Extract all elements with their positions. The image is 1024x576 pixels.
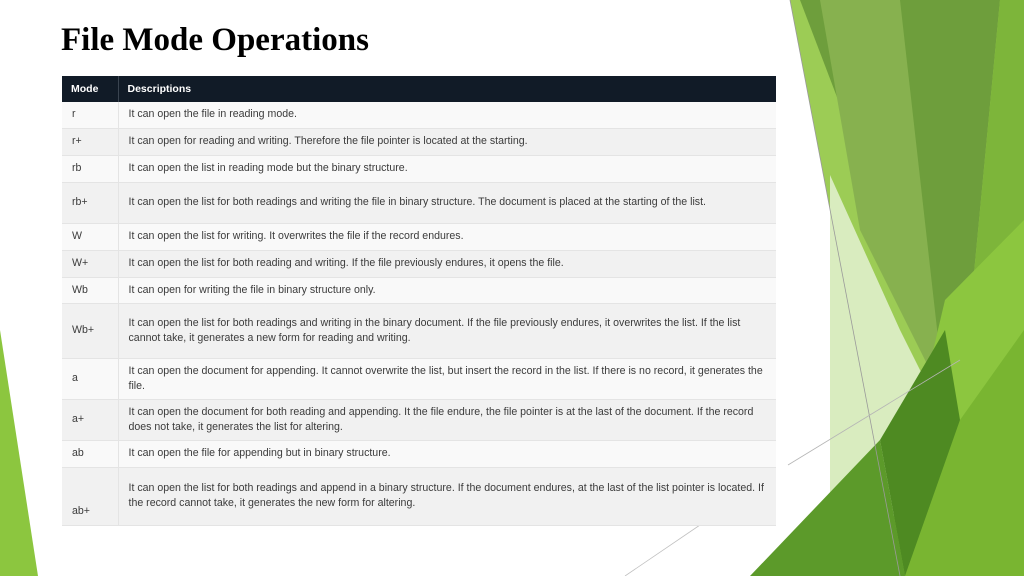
description-cell: It can open the document for both reading and appending. It the file endure, the file pointer is at the last of the document. If the record does not take, it generates the list for altering. <box>118 399 776 440</box>
table-row <box>62 467 776 525</box>
header-mode: Mode <box>62 76 118 102</box>
table-row <box>62 250 776 277</box>
mode-cell: a+ <box>62 399 118 440</box>
file-modes-table-container <box>62 76 776 526</box>
header-descriptions: Descriptions <box>118 76 776 102</box>
table-row <box>62 223 776 250</box>
table-row <box>62 128 776 155</box>
description-cell: It can open the list for both readings and append in a binary structure. If the document endures, at the last of the list pointer is located. If the record cannot take, it generates the new form for altering. <box>118 467 776 525</box>
table-row <box>62 440 776 467</box>
description-cell: It can open the list for both reading and writing. If the file previously endures, it opens the file. <box>118 250 776 277</box>
slide-title: File Mode Operations <box>61 22 369 58</box>
table-row <box>62 102 776 128</box>
mode-cell: rb <box>62 155 118 182</box>
mode-cell: W+ <box>62 250 118 277</box>
table-row <box>62 358 776 399</box>
decor-line-3 <box>625 525 700 576</box>
mode-cell: W <box>62 223 118 250</box>
mode-cell: a <box>62 358 118 399</box>
table-row <box>62 182 776 223</box>
table-row <box>62 303 776 358</box>
mode-cell: ab+ <box>62 467 118 525</box>
mode-cell: Wb+ <box>62 303 118 358</box>
mode-cell: r+ <box>62 128 118 155</box>
mode-cell: r <box>62 102 118 128</box>
description-cell: It can open for writing the file in binary structure only. <box>118 277 776 303</box>
left-edge-green-shape <box>0 330 38 576</box>
description-cell: It can open for reading and writing. Therefore the file pointer is located at the starting. <box>118 128 776 155</box>
file-modes-table <box>62 76 776 526</box>
description-cell: It can open the list in reading mode but the binary structure. <box>118 155 776 182</box>
table-row <box>62 399 776 440</box>
table-row <box>62 155 776 182</box>
description-cell: It can open the file for appending but in binary structure. <box>118 440 776 467</box>
mode-cell: ab <box>62 440 118 467</box>
description-cell: It can open the document for appending. It cannot overwrite the list, but insert the record in the list. If there is no record, it generates the file. <box>118 358 776 399</box>
mode-cell: rb+ <box>62 182 118 223</box>
description-cell: It can open the list for both readings and writing in the binary document. If the file previously endures, it overwrites the list. If the list cannot take, it generates a new form for reading and writing. <box>118 303 776 358</box>
description-cell: It can open the list for writing. It overwrites the file if the record endures. <box>118 223 776 250</box>
table-header-row <box>62 76 776 102</box>
mode-cell: Wb <box>62 277 118 303</box>
description-cell: It can open the file in reading mode. <box>118 102 776 128</box>
table-row <box>62 277 776 303</box>
description-cell: It can open the list for both readings and writing the file in binary structure. The document is placed at the starting of the list. <box>118 182 776 223</box>
